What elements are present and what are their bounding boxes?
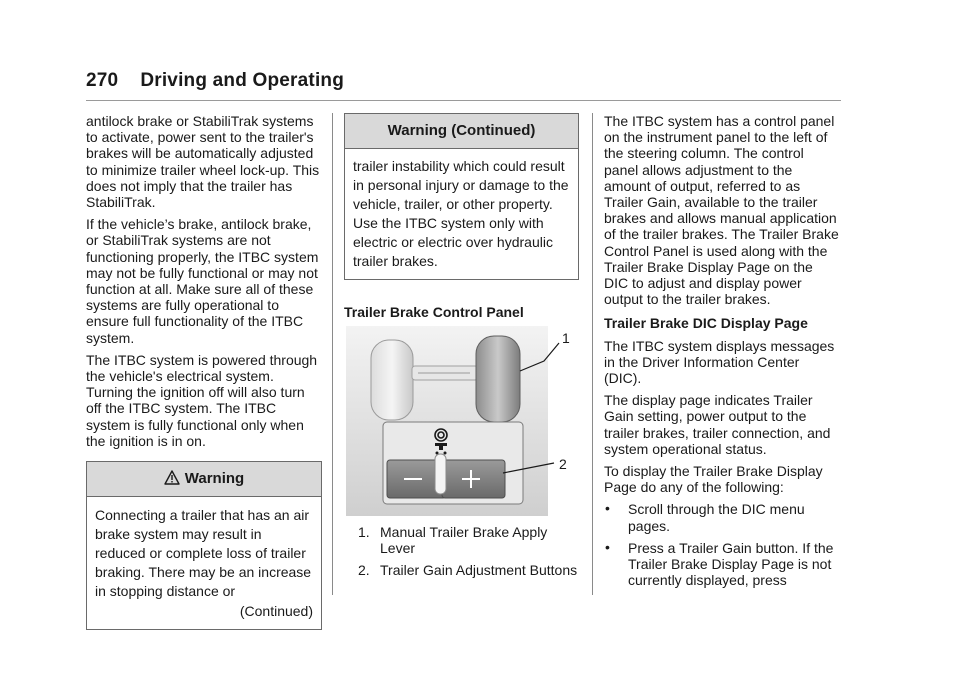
list-text: Manual Trailer Brake Apply Lever xyxy=(380,524,548,556)
column-1 xyxy=(86,113,322,630)
header-rule xyxy=(86,100,841,101)
paragraph: If the vehicle’s brake, antilock brake, or StabiliTrak systems are not functioning properly, the ITBC system may not be fully functional or may not function at all. Make sure all of these systems are fully operational to ensure full functionality of the ITBC system. xyxy=(86,216,319,346)
paragraph: antilock brake or StabiliTrak systems to activate, power sent to the trailer's brakes will be automatically adjusted to minimize trailer wheel lock-up. This does not imply that the trailer has StabiliTrak. xyxy=(86,113,320,211)
list-item xyxy=(346,524,582,556)
subheading: Trailer Brake DIC Display Page xyxy=(604,315,808,332)
warning-text: Connecting a trailer that has an air brake system may result in reduced or complete loss of trailer braking. There may be an increase in stopping distance or xyxy=(95,507,312,600)
trailer-brake-control-panel-figure xyxy=(346,326,576,516)
callout-2: 2 xyxy=(559,456,567,472)
list-number: 2. xyxy=(358,562,370,578)
warning-header xyxy=(87,462,321,497)
section-title: Driving and Operating xyxy=(140,70,345,91)
bullet-text: Scroll through the DIC menu pages. xyxy=(628,501,805,534)
callout-1: 1 xyxy=(562,330,570,346)
bullet-text: Press a Trailer Gain button. If the Trailer Brake Display Page is not currently displayed, press xyxy=(628,539,834,589)
page-number: 270 xyxy=(86,70,119,91)
paragraph: To display the Trailer Brake Display Page do any of the following: xyxy=(604,463,823,496)
continued-label: (Continued) xyxy=(239,603,313,620)
column-2 xyxy=(344,113,579,320)
figure-legend xyxy=(346,524,582,584)
page-header xyxy=(86,70,344,92)
column-divider xyxy=(592,113,593,595)
warning-title: Warning xyxy=(184,470,245,488)
warning-text: trailer instability which could result in personal injury or damage to the vehicle, trailer, or other property. Use the ITBC system only with electric or electric over hydraulic trailer brakes. xyxy=(353,158,569,269)
bullet-mark: • xyxy=(605,538,610,555)
warning-continued-box xyxy=(344,113,579,280)
warning-box xyxy=(86,461,322,630)
column-divider xyxy=(332,113,333,595)
list-item xyxy=(346,562,582,578)
warning-body xyxy=(87,497,321,629)
subheading: Trailer Brake Control Panel xyxy=(344,304,524,320)
column-3 xyxy=(604,113,840,594)
warning-header: Warning (Continued) xyxy=(345,114,578,149)
bullet-item xyxy=(604,540,840,589)
paragraph: The ITBC system displays messages in the Driver Information Center (DIC). xyxy=(604,337,835,387)
list-text: Trailer Gain Adjustment Buttons xyxy=(380,562,578,578)
bullet-mark: • xyxy=(605,500,610,517)
warning-icon xyxy=(164,464,180,498)
paragraph: The ITBC system has a control panel on the instrument panel to the left of the steering column. The control panel allows adjustment to the amount of output, referred to as Trailer Gain, available to the trailer brakes and allows manual application of the trailer brakes. The Trailer Brake Control Panel is used along with the Trailer Brake Display Page on the DIC to adjust and display power output to the trailer brakes. xyxy=(604,113,839,308)
paragraph: The ITBC system is powered through the vehicle's electrical system. Turning the ignition off will also turn off the ITBC system. The ITBC system is fully functional only when the ignition is in on. xyxy=(86,351,318,449)
list-number: 1. xyxy=(358,524,370,540)
bullet-item xyxy=(604,501,840,533)
paragraph: The display page indicates Trailer Gain setting, power output to the trailer brakes, trailer connection, and system operational status. xyxy=(604,392,831,457)
